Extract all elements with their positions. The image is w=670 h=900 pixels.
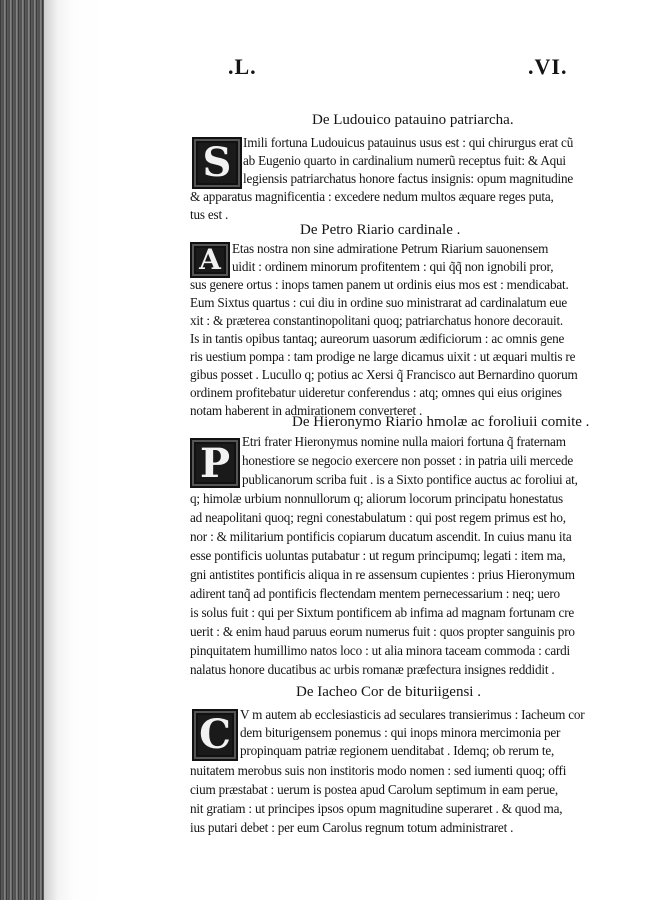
section-heading: De Ludouico patauino patriarcha. [312, 112, 514, 128]
decorated-initial: C [192, 709, 238, 761]
text-line: xit : & præterea constantinopolitani quoq; patriarchatus honore decorauit. [190, 313, 564, 328]
section-heading: De Hieronymo Riario hmolæ ac foroliuii comite . [292, 414, 590, 430]
text-line: gni antistites pontificis aliqua in re assensum cupientes : prius Hieronymum [190, 567, 575, 582]
text-line: Etri frater Hieronymus nomine nulla maiori fortuna q̃ fraternam [242, 434, 566, 449]
text-line: ordinem profitebatur uideretur conferendus : atq; omnes qui eius origines [190, 385, 562, 400]
text-line: ius putari debet : per eum Carolus regnum totum administraret . [190, 820, 514, 835]
text-line: & apparatus magnificentia : excedere nedum multos æquare reges puta, [190, 189, 554, 204]
book-spine [0, 0, 44, 900]
text-line: nuitatem merobus suis non institoris modo nomen : sed iumenti quoq; offi [190, 763, 567, 778]
decorated-initial: A [190, 242, 230, 278]
text-line: gibus posset . Lucullo q; potius ac Xersi q̃ Francisco aut Bernardino quorum [190, 367, 578, 382]
text-line: publicanorum scriba fuit . is a Sixto pontifice auctus ac foroliui at, [242, 472, 578, 487]
text-line: V m autem ab ecclesiasticis ad seculares transierimus : Iacheum cor [240, 707, 585, 722]
text-line: pinquitatem humillimo natos loco : ut alia minora taceam commoda : cardi [190, 643, 571, 658]
decorated-initial: P [190, 438, 240, 488]
text-line: uidit : ordinem minorum profitentem : qui q̃q̃ non ignobili pror, [232, 259, 554, 274]
text-line: propinquam patriæ regionem uenditabat . Idemq; ob rerum te, [240, 743, 555, 758]
text-line: legiensis patriarchatus honore factus insignis: opum magnitudine [243, 171, 574, 186]
text-line: Is in tantis opibus tantaq; aureorum uasorum ædificiorum : ac omnis gene [190, 331, 565, 346]
text-line: esse pontificis uoluntas putabatur : ut regum principumq; legati : item ma, [190, 548, 566, 563]
text-line: notam haberent in admirationem converteret . [190, 403, 423, 418]
text-line: uerit : & enim haud paruus eorum numerus fuit : quos propter sanguinis pro [190, 624, 575, 639]
text-line: ris uestium pompa : tam prodige ne large dicamus uixit : ut æquari multis re [190, 349, 576, 364]
text-line: ad neapolitani quoq; regni conestabulatum : qui post regem primus est ho, [190, 510, 566, 525]
decorated-initial: S [192, 137, 242, 189]
text-line: nor : & militarium pontificis copiarum ducatum ascendit. In cuius manu ita [190, 529, 572, 544]
section-heading: De Iacheo Cor de bituriigensi . [296, 684, 481, 700]
text-line: Etas nostra non sine admiratione Petrum Riarium sauonensem [232, 241, 549, 256]
text-line: sus genere ortus : inops tamen panem ut ordinis eius mos est : mendicabat. [190, 277, 569, 292]
text-line: tus est . [190, 207, 229, 222]
text-line: nalatus honore ducatibus ac urbis romanæ præfectura insignes reddidit . [190, 662, 555, 677]
section-heading: De Petro Riario cardinale . [300, 222, 461, 238]
text-line: is solus fuit : qui per Sixtum pontificem ab infima ad magnam fortunam cre [190, 605, 575, 620]
text-line: ab Eugenio quarto in cardinalium numerũ receptus fuit: & Aqui [243, 153, 566, 168]
text-line: dem biturigensem ponemus : qui inops minora mercimonia per [240, 725, 561, 740]
text-line: q; himolæ urbium nonnullorum q; aliorum locorum principatu honestatus [190, 491, 563, 506]
folio-left: .L. [228, 54, 257, 79]
text-line: Eum Sixtus quartus : cui diu in ordine suo ministrarat ad cardinalatum eue [190, 295, 568, 310]
text-line: nit gratiam : ut principes ipsos opum magnitudine superaret . & quod ma, [190, 801, 563, 816]
text-line: cium præstabat : uerum is postea apud Carolum septimum in eam perue, [190, 782, 559, 797]
text-line: adirent tanq̃ ad pontificis flectendam mentem pernecessarium : neq; uero [190, 586, 560, 601]
folio-right: .VI. [528, 54, 568, 79]
text-line: Imili fortuna Ludouicus patauinus usus est : qui chirurgus erat cũ [243, 135, 574, 150]
text-line: honestiore se negocio exercere non posset : in patria uili mercede [242, 453, 574, 468]
